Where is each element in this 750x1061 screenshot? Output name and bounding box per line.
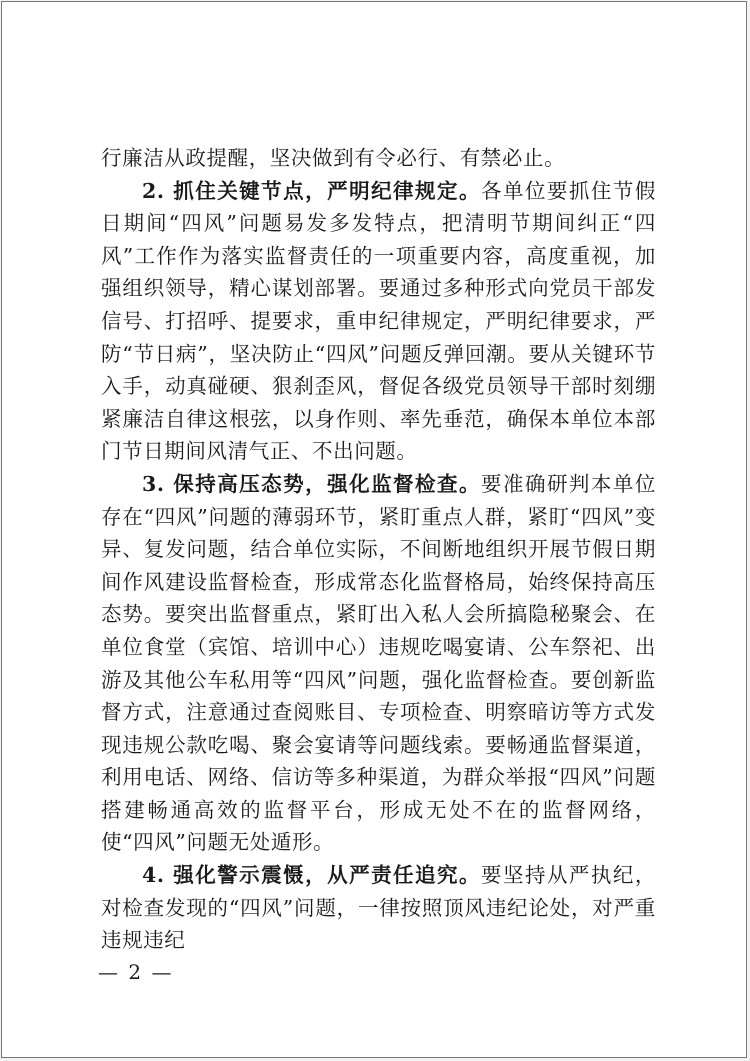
paragraph-heading: 4. 强化警示震慑，从严责任追究。	[142, 863, 481, 888]
paragraph-text: 要坚持从严执纪，对检查发现的“四风”问题，一律按照顶风违纪论处，对严重违规违纪	[101, 863, 656, 953]
paragraph-text: 行廉洁从政提醒，坚决做到有令必行、有禁必止。	[101, 146, 566, 170]
paragraph-text: 要准确研判本单位存在“四风”问题的薄弱环节，紧盯重点人群，紧盯“四风”变异、复发问题，结合单位实际，不间断地组织开展节假日期间作风建设监督检查，形成常态化监督格局，始终保持高压态势。要突出监督重点，紧盯出入私人会所搞隐秘聚会、在单位食堂（宾馆、培训中心）违规吃喝宴请、公车祭祀、出游及其他公车私用等“四风”问题，强化监督检查。要创新监督方式，注意通过查阅账目、专项检查、明察暗访等方式发现违规公款吃喝、聚会宴请等问题线索。要畅通监督渠道，利用电话、网络、信访等多种渠道，为群众举报“四风”问题搭建畅通高效的监督平台，形成无处不在的监督网络，使“四风”问题无处遁形。	[101, 471, 656, 855]
paragraph-heading: 2. 抓住关键节点，严明纪律规定。	[142, 178, 481, 203]
paragraph-high-pressure	[101, 468, 656, 859]
paragraph-heading: 3. 保持高压态势，强化监督检查。	[142, 471, 481, 496]
paragraph-key-nodes	[101, 175, 656, 468]
paragraph-warning-accountability	[101, 859, 656, 957]
page-number: — 2 —	[98, 960, 174, 984]
paragraph-continuation	[101, 142, 656, 175]
document-body	[101, 142, 656, 957]
paragraph-text: 各单位要抓住节假日期间“四风”问题易发多发特点，把清明节期间纠正“四风”工作作为落实监督责任的一项重要内容，高度重视，加强组织领导，精心谋划部署。要通过多种形式向党员干部发信号、打招呼、提要求，重申纪律规定，严明纪律要求，严防“节日病”，坚决防止“四风”问题反弹回潮。要从关键环节入手，动真碰硬、狠刹歪风，督促各级党员领导干部时刻绷紧廉洁自律这根弦，以身作则、率先垂范，确保本单位本部门节日期间风清气正、不出问题。	[101, 178, 656, 464]
document-page	[1, 1, 747, 1058]
